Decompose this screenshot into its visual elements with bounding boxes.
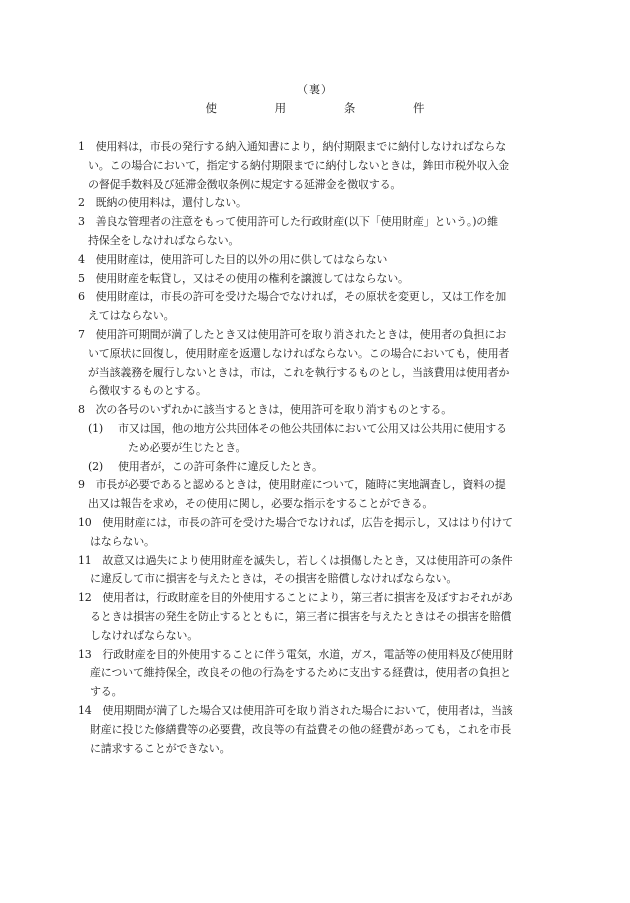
sub-clause-text: ため必要が生じたとき。 (128, 440, 247, 454)
clause-item (78, 251, 556, 270)
clause-text: 行政財産を目的外使用することに伴う電気，水道，ガス，電話等の使用料及び使用財 (91, 647, 514, 661)
clause-number: 2 (78, 196, 85, 210)
clause-text: 次の各号のいずれかに該当するときは，使用許可を取り消すものとする。 (84, 403, 453, 417)
clause-text: るときは損害の発生を防止するとともに，第三者に損害を与えたときはその損害を賠償 (90, 609, 512, 623)
clause-number: 4 (78, 252, 85, 266)
clause-number: 6 (78, 290, 85, 304)
sub-clause-first-line (88, 460, 323, 473)
clause-item (78, 589, 556, 645)
clause-first-line (78, 554, 512, 567)
sub-clause-text: 市又は国，他の地方公共団体その他公共団体において公用又は公共用に使用する (118, 421, 507, 435)
title-char: 用 (274, 101, 287, 115)
clause-number: 1 (78, 140, 85, 153)
clause-first-line (78, 328, 506, 341)
clause-text: ら徴収するものとする。 (88, 384, 207, 398)
clause-item (78, 552, 556, 590)
clause-text: 使用料は，市長の発行する納入通知書により，納付期限までに納付しなければならな (84, 140, 507, 153)
clause-text: い。この場合において，指定する納付期限までに納付しないときは，鉾田市税外収入金 (88, 158, 509, 172)
clause-text: 使用許可期間が満了したとき又は使用許可を取り消されたときは，使用者の負担にお (84, 327, 507, 341)
title-char: 条 (343, 101, 356, 115)
clause-first-line (78, 648, 513, 661)
clause-text: 使用財産は，使用許可した目的以外の用に供してはならない (84, 252, 388, 266)
clause-first-line (78, 403, 452, 416)
title-char: 使 (205, 101, 218, 115)
sub-clause-first-line (88, 422, 507, 435)
clause-text: に請求することができない。 (90, 741, 231, 755)
clause-text: 持保全をしなければならない。 (88, 233, 240, 247)
clause-list (78, 138, 556, 758)
clause-item (78, 514, 556, 552)
clause-item (78, 702, 556, 758)
clause-first-line (78, 253, 387, 266)
clause-text: 産について維持保全，改良その他の行為をするために支出する経費は，使用者の負担と (90, 666, 511, 680)
clause-text: いて原状に回復し，使用財産を返還しなければならない。この場合においても，使用者 (88, 346, 510, 360)
clause-text: する。 (90, 685, 123, 699)
clause-text: 使用財産には，市長の許可を受けた場合でなければ，広告を掲示し，又ははり付けて (91, 515, 513, 529)
clause-text: 使用財産を転貸し，又はその使用の権利を譲渡してはならない。 (84, 271, 409, 285)
clause-item (78, 326, 556, 401)
clause-item (78, 476, 556, 514)
clause-first-line (78, 478, 506, 491)
clause-number: 11 (78, 553, 92, 567)
clause-text: えてはならない。 (88, 309, 175, 323)
clause-text: 使用財産は，市長の許可を受けた場合でなければ，その原状を変更し，又は工作を加 (84, 290, 507, 304)
clause-item (78, 401, 556, 420)
clause-item (78, 138, 556, 194)
clause-item (78, 194, 556, 213)
clause-number: 5 (78, 271, 85, 285)
page-title (0, 101, 630, 115)
clause-text: 善良な管理者の注意をもって使用許可した行政財産(以下「使用財産」という。)の維 (84, 215, 498, 229)
clause-first-line (78, 591, 513, 604)
clause-text: しなければならない。 (90, 628, 198, 642)
clause-first-line (78, 215, 498, 228)
clause-number: 8 (78, 403, 85, 417)
clause-text: 市長が必要であると認めるときは，使用財産について，随時に実地調査し，資料の提 (84, 478, 506, 492)
clause-number: 3 (78, 215, 85, 229)
clause-number: 9 (78, 478, 85, 492)
clause-text: に違反して市に損害を与えたときは，その損害を賠償しなければならない。 (90, 572, 458, 586)
clause-first-line (78, 140, 506, 153)
clause-first-line (78, 704, 513, 717)
clause-number: 12 (78, 591, 92, 605)
clause-text: 使用期間が満了した場合又は使用許可を取り消された場合において，使用者は，当該 (91, 703, 513, 717)
clause-item (78, 270, 556, 289)
clause-item (78, 646, 556, 702)
clause-text: 使用者は，行政財産を目的外使用することにより，第三者に損害を及ぼすおそれがあ (91, 591, 513, 605)
clause-number: 14 (78, 703, 92, 717)
clause-text: はならない。 (90, 534, 155, 548)
clause-text: 既納の使用料は，還付しない。 (84, 196, 247, 210)
clause-item (78, 288, 556, 326)
clause-first-line (78, 196, 247, 209)
clause-number: 7 (78, 327, 85, 341)
clause-text: 財産に投じた修繕費等の必要費，改良等の有益費その他の経費があっても，これを市長 (90, 722, 512, 736)
clause-number: 10 (78, 515, 92, 529)
clause-first-line (78, 516, 513, 529)
clause-text: 出又は報告を求め，その使用に関し，必要な指示をすることができる。 (88, 497, 434, 511)
sub-clause-number: (1) (88, 421, 103, 435)
clause-first-line (78, 272, 409, 285)
sub-clause-text: 使用者が，この許可条件に違反したとき。 (118, 459, 323, 473)
sub-clause-number: (2) (88, 459, 103, 473)
sub-clause-item (78, 420, 556, 458)
sub-clause-item (78, 458, 556, 477)
clause-number: 13 (78, 647, 92, 661)
clause-first-line (78, 290, 506, 303)
clause-text: が当該義務を履行しないときは，市は，これを執行するものとし，当該費用は使用者か (88, 365, 510, 379)
clause-text: の督促手数料及び延滞金徴収条例に規定する延滞金を徴収する。 (88, 177, 402, 191)
clause-text: 故意又は過失により使用財産を滅失し，若しくは損傷したとき，又は使用許可の条件 (91, 553, 513, 567)
side-label: （裏） (297, 83, 333, 96)
clause-item (78, 213, 556, 251)
title-char: 件 (412, 101, 425, 115)
